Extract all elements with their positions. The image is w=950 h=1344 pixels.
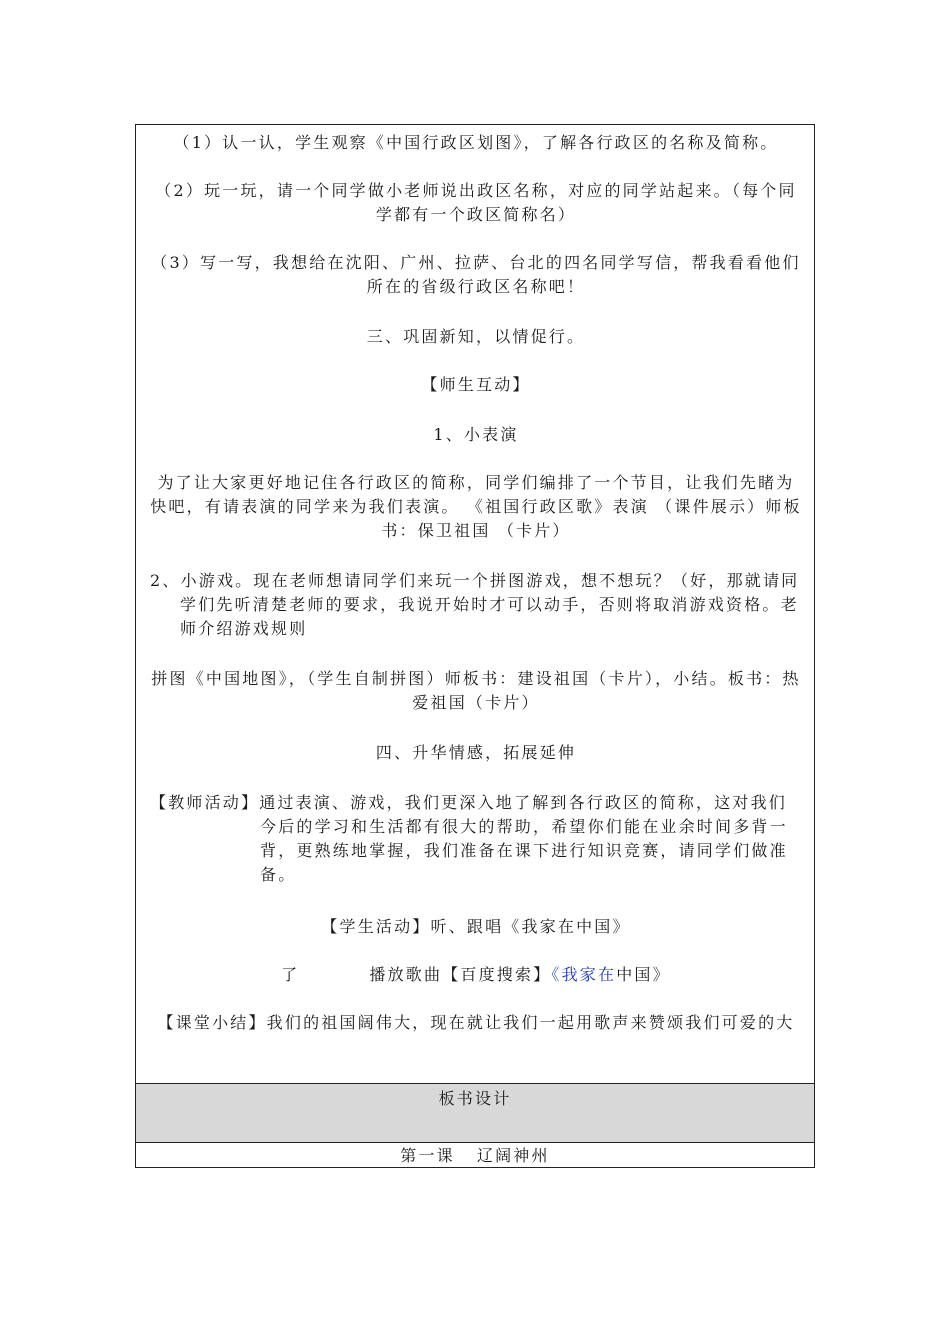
step-write: （3）写一写，我想给在沈阳、广州、拉萨、台北的四名同学写信，帮我看看他们所在的省级行政区名称吧！ bbox=[151, 253, 801, 296]
puzzle-description: 拼图《中国地图》，（学生自制拼图）师板书：建设祖国（卡片），小结。板书：热爱祖国（卡片） bbox=[151, 669, 801, 712]
class-summary: 【课堂小结】我们的祖国阔伟大，现在就让我们一起用歌声来赞颂我们可爱的大 bbox=[157, 1013, 795, 1032]
lesson-content-cell bbox=[136, 125, 814, 1083]
teacher-activity: 【教师活动】通过表演、游戏，我们更深入地了解到各行政区的简称，这对我们今后的学习和生活都有很大的帮助，希望你们能在业余时间多背一背，更熟练地掌握，我们准备在课下进行知识竞赛，请同学们做准备。 bbox=[150, 793, 788, 884]
lesson-table bbox=[135, 124, 815, 1168]
lesson-title bbox=[136, 1145, 814, 1167]
song-action: 播放歌曲【百度搜索】 bbox=[369, 965, 552, 984]
song-link[interactable]: 《我家在 bbox=[551, 965, 617, 984]
mini-game-description: 2、小游戏。现在老师想请同学们来玩一个拼图游戏，想不想玩？（好，那就请同学们先听清楚老师的要求，我说开始时才可以动手，否则将取消游戏资格。老师介绍游戏规则 bbox=[150, 571, 800, 638]
mini-performance-heading: 1、小表演 bbox=[433, 425, 519, 444]
lesson-name: 辽阔神州 bbox=[476, 1146, 550, 1165]
step-recognize: （1）认一认，学生观察《中国行政区划图》，了解各行政区的名称及简称。 bbox=[173, 133, 779, 152]
teacher-student-interaction-label: 【师生互动】 bbox=[421, 375, 531, 394]
section-heading-consolidate: 三、巩固新知，以情促行。 bbox=[366, 327, 586, 346]
lesson-number: 第一课 bbox=[400, 1146, 455, 1165]
song-prefix: 了 bbox=[281, 965, 300, 984]
student-activity: 【学生活动】听、跟唱《我家在中国》 bbox=[321, 917, 631, 936]
step-play: （2）玩一玩，请一个同学做小老师说出政区名称，对应的同学站起来。（每个同学都有一个政区简称名） bbox=[155, 181, 797, 224]
board-design-heading: 板书设计 bbox=[438, 1089, 512, 1108]
section-heading-extend: 四、升华情感，拓展延伸 bbox=[375, 743, 577, 762]
song-playback-line bbox=[150, 963, 802, 987]
song-suffix: 中国》 bbox=[616, 965, 671, 984]
performance-description: 为了让大家更好地记住各行政区的简称，同学们编排了一个节目，让我们先睹为快吧，有请表演的同学来为我们表演。 《祖国行政区歌》表演 （课件展示）师板书：保卫祖国 （卡片） bbox=[150, 473, 802, 540]
